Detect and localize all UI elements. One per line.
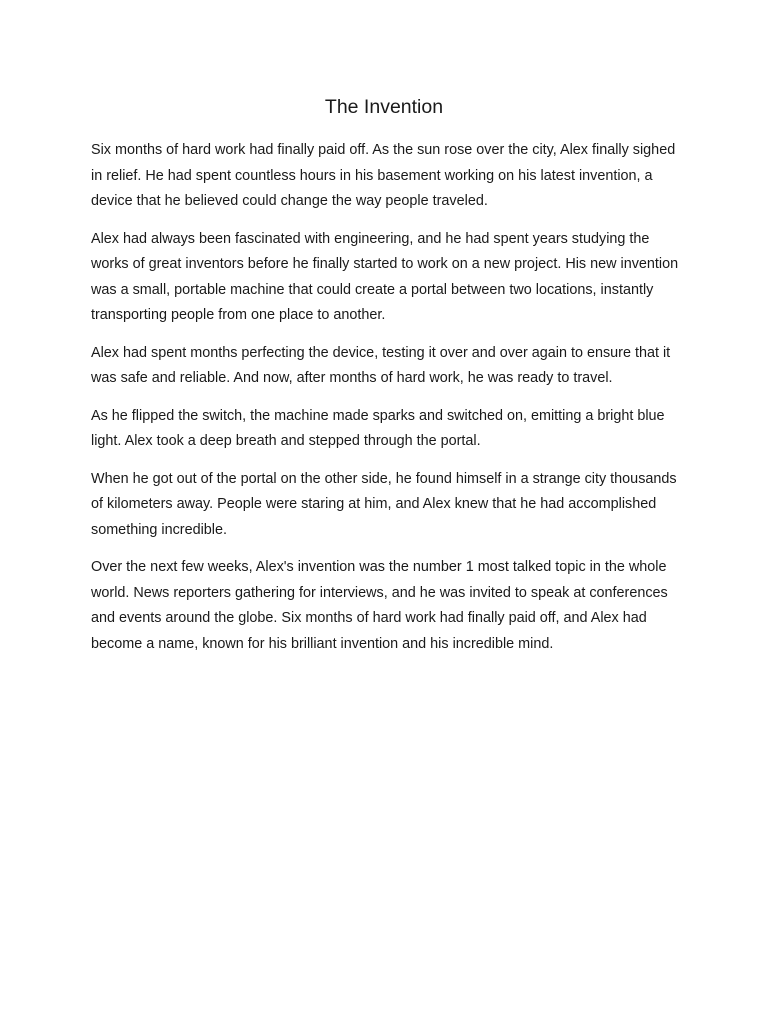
paragraph-4: As he flipped the switch, the machine made sparks and switched on, emitting a bright blue light. Alex took a deep breath and stepped through the portal. [91, 407, 665, 449]
document-title: The Invention [324, 96, 444, 118]
paragraph-3: Alex had spent months perfecting the device, testing it over and over again to ensure that it was safe and reliable. And now, after months of hard work, he was ready to travel. [91, 344, 671, 386]
paragraph-2: Alex had always been fascinated with engineering, and he had spent years studying the works of great inventors before he finally started to work on a new project. His new invention was a small, portable machine that could create a portal between two locations, instantly transporting people from one place to another. [91, 230, 679, 323]
paragraph-1: Six months of hard work had finally paid off. As the sun rose over the city, Alex finally sighed in relief. He had spent countless hours in his basement working on his latest invention, a device that he believed could change the way people traveled. [91, 142, 676, 209]
paragraph-5: When he got out of the portal on the other side, he found himself in a strange city thousands of kilometers away. People were staring at him, and Alex knew that he had accomplished something incredible. [91, 470, 677, 538]
paragraph-6: Over the next few weeks, Alex's invention was the number 1 most talked topic in the whole world. News reporters gathering for interviews, and he was invited to speak at conferences and events around the globe. Six months of hard work had finally paid off, and Alex had become a name, known for his brilliant invention and his incredible mind. [91, 559, 668, 652]
document-body [91, 138, 683, 669]
